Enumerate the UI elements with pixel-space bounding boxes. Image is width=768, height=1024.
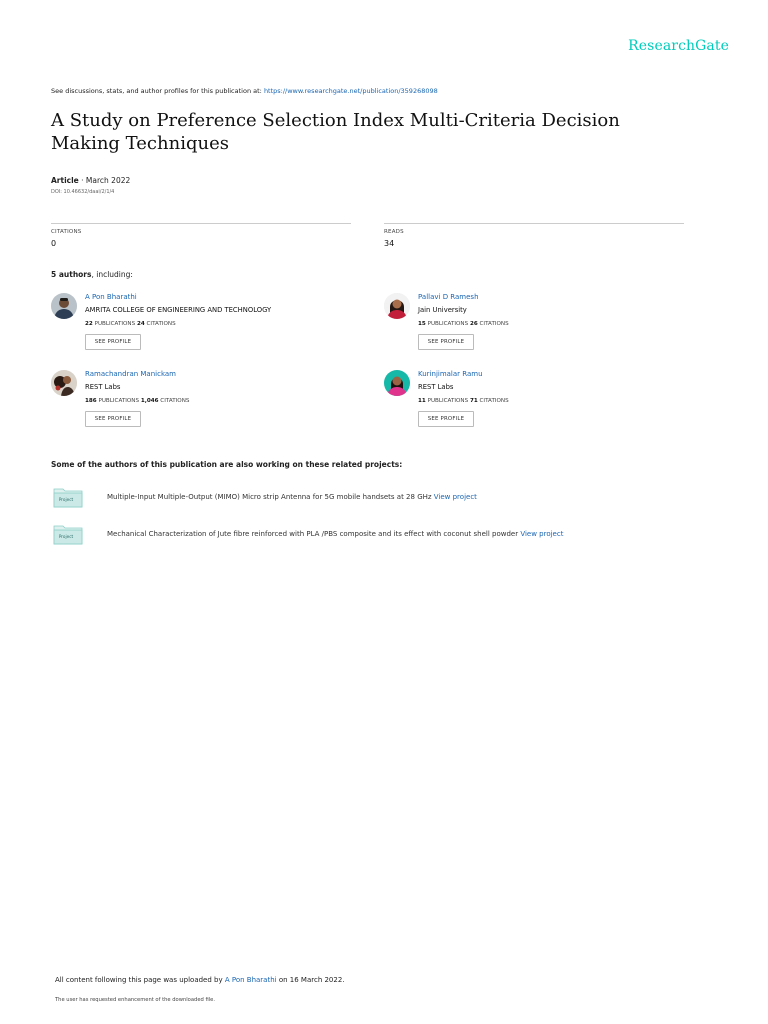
- reads-value: 34: [384, 239, 395, 248]
- publication-title: A Study on Preference Selection Index Multi-Criteria Decision Making Techniques: [51, 110, 620, 154]
- publication-type: Article: [51, 176, 79, 185]
- author-avatar[interactable]: [51, 293, 77, 319]
- author-name-link[interactable]: Pallavi D Ramesh: [418, 293, 479, 301]
- publications-label: PUBLICATIONS: [425, 321, 470, 327]
- author-name-link[interactable]: Ramachandran Manickam: [85, 370, 176, 378]
- author-photo-icon: [51, 293, 77, 319]
- project-badge: Project: [58, 534, 74, 539]
- author-stats: [418, 398, 509, 404]
- author-photo-icon: [51, 370, 77, 396]
- see-profile-button[interactable]: SEE PROFILE: [418, 411, 474, 427]
- project-description: [107, 493, 477, 501]
- citations-label: CITATIONS: [158, 398, 190, 404]
- author-citations-count: 24: [136, 321, 145, 327]
- author-photo-icon: [384, 293, 410, 319]
- author-card: [384, 293, 684, 363]
- publication-meta: [51, 176, 130, 185]
- project-title: Mechanical Characterization of Jute fibre reinforced with PLA /PBS composite and its effect with coconut shell powder: [107, 530, 521, 538]
- author-institution: Jain University: [418, 306, 467, 314]
- citations-label: CITATIONS: [144, 321, 176, 327]
- author-citations-count: 1,046: [140, 398, 159, 404]
- author-card: [51, 293, 351, 363]
- author-photo-icon: [384, 370, 410, 396]
- publications-label: PUBLICATIONS: [96, 398, 141, 404]
- author-name-link[interactable]: Kurinjimalar Ramu: [418, 370, 483, 378]
- view-project-link[interactable]: View project: [433, 493, 477, 501]
- author-card: [51, 370, 351, 440]
- discussion-line: [51, 87, 438, 95]
- reads-label: READS: [384, 229, 404, 235]
- citations-divider: [51, 223, 351, 224]
- upload-info: [55, 976, 345, 984]
- author-citations-count: 71: [469, 398, 478, 404]
- author-avatar[interactable]: [384, 293, 410, 319]
- author-institution: REST Labs: [85, 383, 121, 391]
- researchgate-logo[interactable]: ResearchGate: [628, 38, 729, 54]
- meta-separator: ·: [78, 176, 86, 185]
- discussion-prefix: See discussions, stats, and author profiles for this publication at:: [51, 87, 264, 95]
- project-title: Multiple-Input Multiple-Output (MIMO) Micro strip Antenna for 5G mobile handsets at 28 GHz: [107, 493, 434, 501]
- author-citations-count: 26: [469, 321, 478, 327]
- author-card: [384, 370, 684, 440]
- authors-count: 5 authors: [51, 270, 92, 279]
- author-institution: REST Labs: [418, 383, 454, 391]
- uploader-link[interactable]: A Pon Bharathi: [224, 976, 277, 984]
- see-profile-button[interactable]: SEE PROFILE: [85, 411, 141, 427]
- citations-label: CITATIONS: [51, 229, 82, 235]
- authors-suffix: , including:: [91, 270, 133, 279]
- publication-url-link[interactable]: https://www.researchgate.net/publication/359268098: [263, 87, 438, 95]
- author-publications-count: 22: [85, 321, 93, 327]
- author-stats: [418, 321, 509, 327]
- author-stats: [85, 398, 189, 404]
- publications-label: PUBLICATIONS: [92, 321, 137, 327]
- see-profile-button[interactable]: SEE PROFILE: [418, 334, 474, 350]
- project-description: [107, 530, 563, 538]
- citations-label: CITATIONS: [477, 398, 509, 404]
- citations-label: CITATIONS: [477, 321, 509, 327]
- author-publications-count: 11: [418, 398, 426, 404]
- author-avatar[interactable]: [384, 370, 410, 396]
- author-name-link[interactable]: A Pon Bharathi: [85, 293, 137, 301]
- related-projects-heading: Some of the authors of this publication are also working on these related projects:: [51, 460, 403, 469]
- publications-label: PUBLICATIONS: [425, 398, 470, 404]
- author-stats: [85, 321, 176, 327]
- publication-doi: DOI: 10.46632/daai/2/1/4: [51, 189, 115, 195]
- publication-date: March 2022: [85, 176, 131, 185]
- author-avatar[interactable]: [51, 370, 77, 396]
- project-item: [51, 523, 711, 547]
- author-publications-count: 186: [85, 398, 97, 404]
- project-item: [51, 486, 711, 510]
- see-profile-button[interactable]: SEE PROFILE: [85, 334, 141, 350]
- citations-value: 0: [51, 239, 57, 248]
- enhancement-note: The user has requested enhancement of the downloaded file.: [55, 997, 216, 1003]
- author-publications-count: 15: [418, 321, 426, 327]
- author-institution: AMRITA COLLEGE OF ENGINEERING AND TECHNOLOGY: [85, 306, 272, 314]
- view-project-link[interactable]: View project: [520, 530, 564, 538]
- upload-date: on 16 March 2022.: [276, 976, 345, 984]
- project-badge: Project: [58, 497, 74, 502]
- authors-summary: [51, 270, 133, 279]
- upload-prefix: All content following this page was uploaded by: [55, 976, 225, 984]
- reads-divider: [384, 223, 684, 224]
